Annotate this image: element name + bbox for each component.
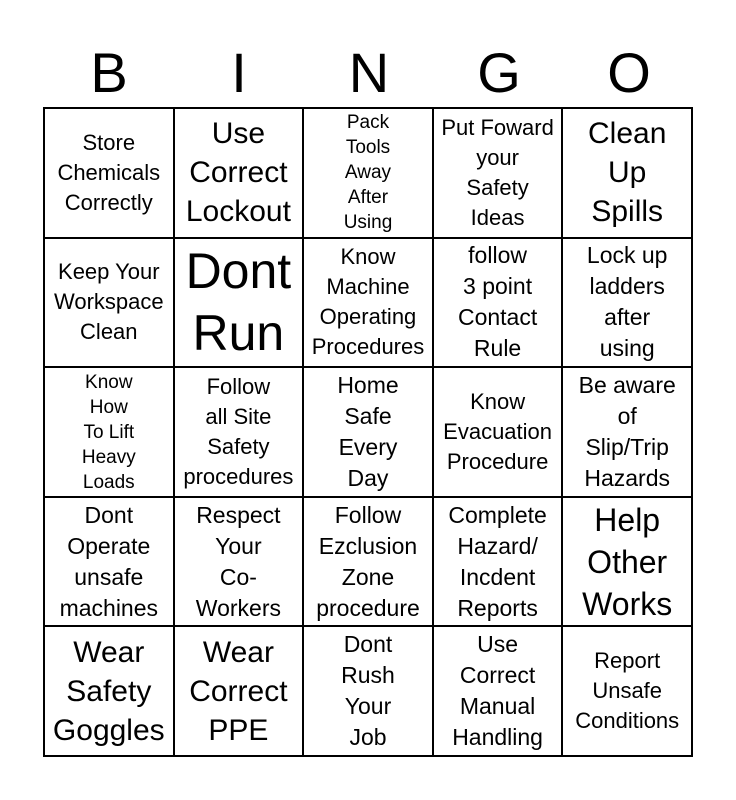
- header-letter-i: I: [231, 41, 247, 104]
- header-letter-o: O: [607, 41, 651, 104]
- bingo-cell[interactable]: Use Correct Lockout: [174, 108, 304, 238]
- bingo-cell[interactable]: Clean Up Spills: [562, 108, 692, 238]
- bingo-grid: [43, 107, 693, 757]
- bingo-cell[interactable]: Pack Tools Away After Using: [303, 108, 433, 238]
- bingo-cell[interactable]: Respect Your Co- Workers: [174, 497, 304, 627]
- bingo-cell[interactable]: Keep Your Workspace Clean: [44, 238, 174, 368]
- header-letter-n: N: [348, 41, 390, 104]
- bingo-cell[interactable]: Wear Correct PPE: [174, 626, 304, 756]
- bingo-cell[interactable]: Put Foward your Safety Ideas: [433, 108, 563, 238]
- bingo-cell[interactable]: Complete Hazard/ Incdent Reports: [433, 497, 563, 627]
- bingo-cell[interactable]: Follow all Site Safety procedures: [174, 367, 304, 497]
- bingo-cell[interactable]: Be aware of Slip/Trip Hazards: [562, 367, 692, 497]
- bingo-cell[interactable]: Follow Ezclusion Zone procedure: [303, 497, 433, 627]
- bingo-cell[interactable]: Home Safe Every Day: [303, 367, 433, 497]
- bingo-cell[interactable]: Dont Operate unsafe machines: [44, 497, 174, 627]
- bingo-cell[interactable]: Dont Rush Your Job: [303, 626, 433, 756]
- bingo-cell[interactable]: Help Other Works: [562, 497, 692, 627]
- bingo-cell[interactable]: Lock up ladders after using: [562, 238, 692, 368]
- bingo-cell[interactable]: Wear Safety Goggles: [44, 626, 174, 756]
- header-letter-b: B: [90, 41, 128, 104]
- bingo-cell[interactable]: Know Machine Operating Procedures: [303, 238, 433, 368]
- bingo-header: [44, 40, 694, 106]
- bingo-cell[interactable]: Know Evacuation Procedure: [433, 367, 563, 497]
- bingo-cell[interactable]: Use Correct Manual Handling: [433, 626, 563, 756]
- bingo-cell[interactable]: Dont Run: [174, 238, 304, 368]
- bingo-cell[interactable]: follow 3 point Contact Rule: [433, 238, 563, 368]
- bingo-cell[interactable]: Know How To Lift Heavy Loads: [44, 367, 174, 497]
- bingo-cell[interactable]: Report Unsafe Conditions: [562, 626, 692, 756]
- header-letter-g: G: [477, 41, 521, 104]
- bingo-cell[interactable]: Store Chemicals Correctly: [44, 108, 174, 238]
